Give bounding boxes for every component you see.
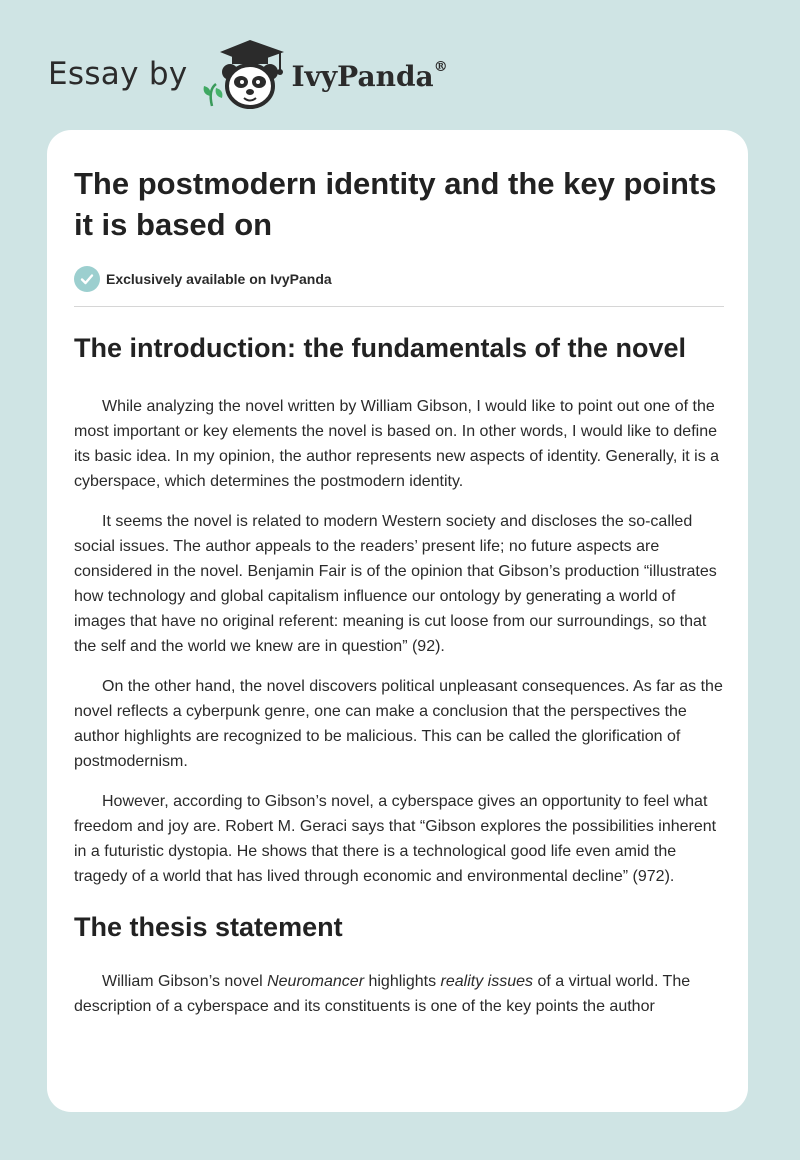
check-circle-icon bbox=[74, 266, 100, 292]
exclusive-badge-text: Exclusively available on IvyPanda bbox=[106, 271, 332, 287]
section-heading-thesis: The thesis statement bbox=[74, 912, 343, 942]
site-header bbox=[48, 34, 448, 114]
paragraph: However, according to Gibson’s novel, a cyberspace gives an opportunity to feel what freedom and joy are. Robert M. Geraci says that “Gibson explores the possibilities inherent in a futuristic dystopia. He shows that there is a technological good life even amid the tragedy of a world that has lived through economic and environmental decline” (972). bbox=[74, 793, 717, 885]
section-heading-introduction: The introduction: the fundamentals of the novel bbox=[74, 333, 686, 363]
paragraph: On the other hand, the novel discovers political unpleasant consequences. As far as the novel reflects a cyberpunk genre, one can make a conclusion that the perspectives the author highlights are recognized to be malicious. This can be called the glorification of postmodernism. bbox=[74, 678, 723, 770]
exclusive-badge bbox=[74, 265, 724, 293]
page-title: The postmodern identity and the key points it is based on bbox=[74, 166, 717, 242]
registered-mark: ® bbox=[433, 59, 448, 76]
essay-by-label: Essay by bbox=[48, 56, 188, 92]
thesis-paragraph: William Gibson’s novel Neuromancer highlights reality issues of a virtual world. The description of a cyberspace and its constituents is one of the key points the author bbox=[74, 973, 691, 1015]
novel-title: Neuromancer bbox=[267, 973, 365, 990]
paragraph: While analyzing the novel written by William Gibson, I would like to point out one of the most important or key elements the novel is based on. In other words, I would like to define its basic idea. In my opinion, the author represents new aspects of identity. Generally, it is a cyberspace, which determines the postmodern identity. bbox=[74, 398, 720, 490]
brand-name[interactable]: IvyPanda® bbox=[291, 59, 448, 93]
emphasis-text: reality issues bbox=[440, 973, 534, 990]
panda-graduate-icon bbox=[202, 36, 288, 112]
divider bbox=[74, 306, 724, 307]
article-body bbox=[74, 163, 724, 1019]
paragraph: It seems the novel is related to modern Western society and discloses the so-called social issues. The author appeals to the readers’ present life; no future aspects are considered in the novel. Benjamin Fair is of the opinion that Gibson’s production “illustrates how technology and global capitalism influence our ontology by generating a world of images that have no original referent: meaning is cut loose from our surroundings, so that the self and the world we knew are in question” (92). bbox=[74, 513, 717, 655]
article-card bbox=[47, 130, 748, 1112]
